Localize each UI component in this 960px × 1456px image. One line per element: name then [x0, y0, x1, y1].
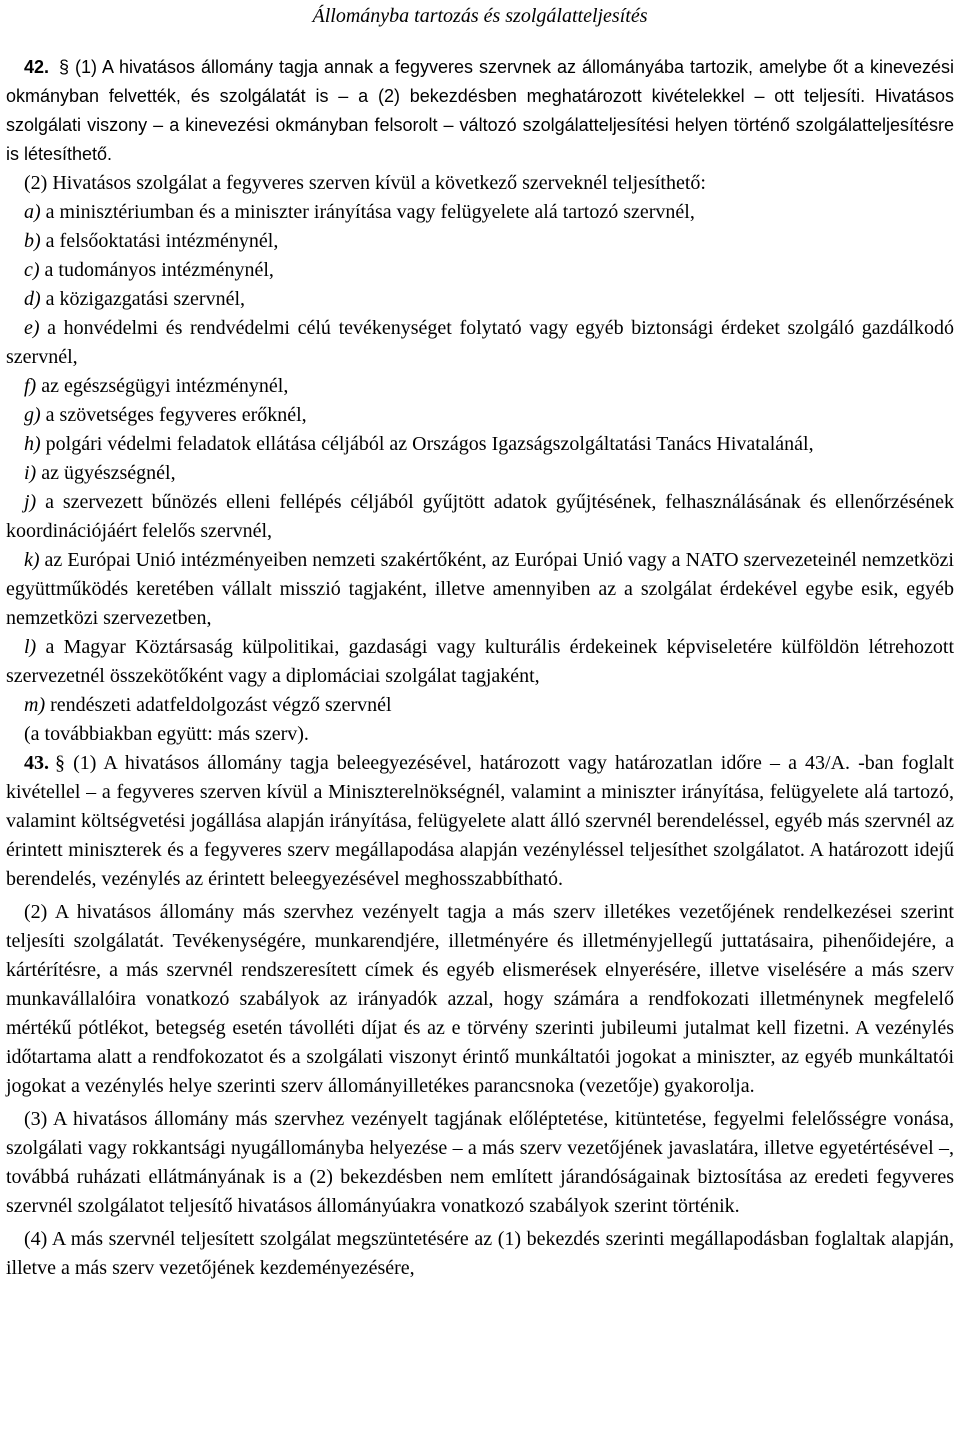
section-symbol: §: [59, 57, 70, 77]
item-text: a szervezett bűnözés elleni fellépés céljából gyűjtött adatok gyűjtésének, felhasználásának és ellenőrzésének koordinációjáért felelős szervnél,: [6, 491, 954, 542]
item-letter: h): [24, 433, 41, 455]
list-item: [6, 285, 954, 314]
item-text: a felsőoktatási intézménynél,: [40, 230, 279, 252]
item-letter: l): [24, 636, 37, 658]
item-letter: d): [24, 288, 41, 310]
item-letter: m): [24, 694, 46, 716]
item-text: rendészeti adatfeldolgozást végző szervnél: [45, 694, 392, 716]
section-number: 42.: [24, 57, 50, 77]
list-item: [6, 546, 954, 633]
list-item: [6, 488, 954, 546]
item-text: a szövetséges fegyveres erőknél,: [40, 404, 307, 426]
section-43-paragraph-2: (2) A hivatásos állomány más szervhez vezényelt tagja a más szerv illetékes vezetőjének rendelkezései szerint teljesíti szolgálatát. Tevékenységére, munkarendjére, illetményére és illetményjellegű juttatásaira, pihenőidejére, a kártérítésre, a más szervnél rendszeresített címek és egyéb elismerések elnyerésére, illetve viselésére a más szerv munkavállalóira vonatkozó szabályok az irányadók azzal, hogy számára a rendfokozati illetménynek megfelelő mértékű pótlékot, betegség esetén távolléti díjat és az e törvény szerinti jubileumi jutalmat kell fizetni. A vezénylés időtartama alatt a rendfokozatot és a szolgálati viszonyt érintő munkáltatói jogokat a miniszter, az egyéb munkáltatói jogokat a vezénylés helye szerinti szerv állományilletékes parancsnoka (vezetője) gyakorolja.: [6, 901, 954, 1097]
item-letter: k): [24, 549, 40, 571]
item-text: a közigazgatási szervnél,: [40, 288, 246, 310]
item-letter: c): [24, 259, 40, 281]
item-text: a minisztériumban és a miniszter irányítása vagy felügyelete alá tartozó szervnél,: [40, 201, 695, 223]
section-43-paragraph-4: (4) A más szervnél teljesített szolgálat megszüntetésére az (1) bekezdés szerinti megállapodásban foglaltak alapján, illetve a más szerv vezetőjének kezdeményezésére,: [6, 1228, 954, 1279]
list-item: [6, 691, 954, 720]
item-letter: g): [24, 404, 41, 426]
item-letter: e): [24, 317, 40, 339]
section-43-paragraph-1: [6, 749, 954, 894]
item-text: az Európai Unió intézményeiben nemzeti szakértőként, az Európai Unió vagy a NATO szervezeteinél nemzetközi együttműködés keretében vállalt misszió tagjaként, illetve amennyiben az a szolgálat érdekével egybe esik, egyéb nemzetközi szervezetben,: [6, 549, 954, 629]
section-42-paragraph-2: [6, 169, 954, 749]
section-42: [6, 53, 954, 749]
list-item: [6, 314, 954, 372]
list-item: [6, 227, 954, 256]
list-item: [6, 459, 954, 488]
paragraph-text: (1) A hivatásos állomány tagja beleegyezésével, határozott vagy határozatlan időre – a 43/A. -ban foglalt kivétellel – a fegyveres szerven kívül a Miniszterelnökségnél, valamint a miniszter irányítása, felügyelete alá tartozó, valamint költségvetési jogállása alapján irányítása, felügyelete alatt álló szervnél berendeléssel, egyéb más szervnél az érintett miniszterek és a fegyveres szerv megállapodása alapján vezényléssel teljesíthet szolgálatot. A határozott idejű berendelés, vezénylés az érintett beleegyezésével meghosszabbítható.: [6, 752, 954, 890]
paragraph-text: (1) A hivatásos állomány tagja annak a fegyveres szervnek az állományába tartozik, amelybe őt a kinevezési okmányban felvették, és szolgálatát is – a (2) bekezdésben meghatározott kivételekkel – ott teljesíti. Hivatásos szolgálati viszony – a kinevezési okmányban felsorolt – változó szolgálatteljesítési helyen történő szolgálatteljesítésre is létesíthető.: [6, 57, 954, 164]
item-letter: b): [24, 230, 41, 252]
section-number: 43.: [24, 752, 49, 774]
section-43: [6, 749, 954, 1283]
item-letter: a): [24, 201, 41, 223]
list-item: [6, 401, 954, 430]
item-text: polgári védelmi feladatok ellátása céljából az Országos Igazságszolgáltatási Tanács Hivatalánál,: [40, 433, 814, 455]
item-text: az egészségügyi intézménynél,: [36, 375, 289, 397]
item-letter: j): [24, 491, 37, 513]
item-text: a honvédelmi és rendvédelmi célú tevékenységet folytató vagy egyéb biztonsági érdeket szolgáló gazdálkodó szervnél,: [6, 317, 954, 368]
list-item: [6, 256, 954, 285]
paragraph-intro: (2) Hivatásos szolgálat a fegyveres szerven kívül a következő szerveknél teljesíthető:: [24, 172, 706, 194]
item-text: az ügyészségnél,: [36, 462, 176, 484]
item-letter: f): [24, 375, 37, 397]
item-text: a Magyar Köztársaság külpolitikai, gazdasági vagy kulturális érdekeinek képviseletére külföldön létrehozott szervezetnél összekötőként vagy a diplomáciai szolgálat tagjaként,: [6, 636, 954, 687]
section-42-paragraph-1: [6, 53, 954, 169]
page-header: Állományba tartozás és szolgálatteljesítés: [312, 5, 648, 27]
item-text: a tudományos intézménynél,: [39, 259, 274, 281]
list-item: [6, 633, 954, 691]
section-43-paragraph-3: (3) A hivatásos állomány más szervhez vezényelt tagjának előléptetése, kitüntetése, fegyelmi felelősségre vonása, szolgálati vagy rokkantsági nyugállományba helyezése – a más szerv vezetőjének javaslatára, illetve egyetértésével –, továbbá ruházati ellátmányának is a (2) bekezdésben nem említett járandóságainak biztosítása az eredeti fegyveres szervnél szolgálatot teljesítő hivatásos állományúakra vonatkozó szabályok szerint történik.: [6, 1108, 954, 1217]
list-item: [6, 430, 954, 459]
item-list: [6, 198, 954, 720]
paragraph-closing: (a továbbiakban együtt: más szerv).: [24, 723, 309, 745]
list-item: [6, 198, 954, 227]
section-symbol: §: [55, 752, 65, 774]
list-item: [6, 372, 954, 401]
item-letter: i): [24, 462, 37, 484]
